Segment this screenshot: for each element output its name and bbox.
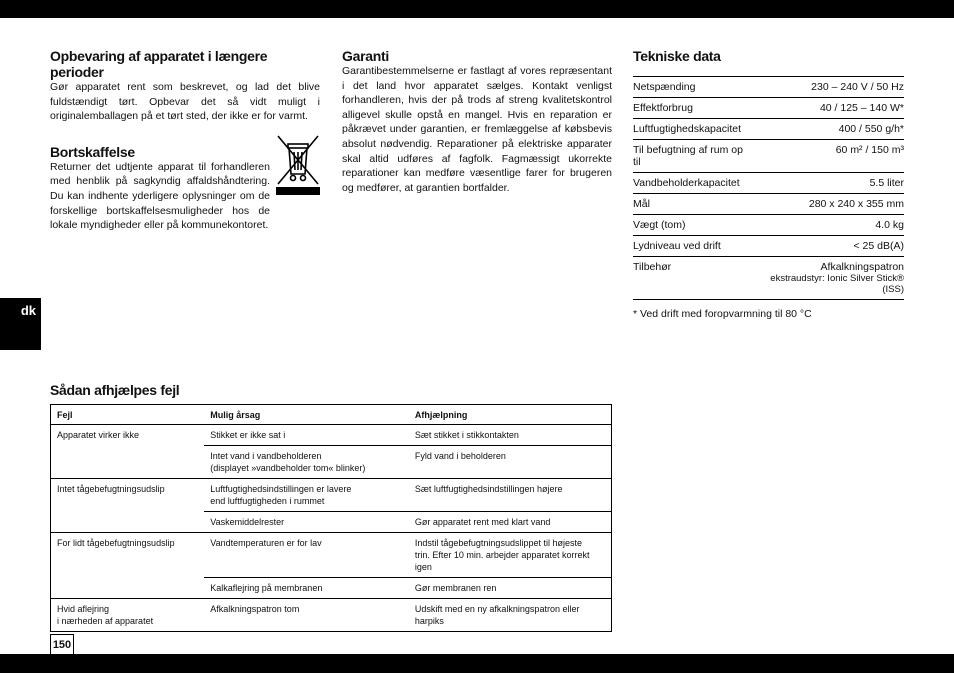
page-number: 150: [50, 634, 74, 654]
accessory-1: Afkalkningspatron: [820, 261, 904, 273]
spec-value: 5.5 liter: [752, 173, 904, 194]
technical-data-table: [633, 76, 904, 300]
spec-value: 60 m² / 150 m³: [752, 140, 904, 173]
spec-label: Mål: [633, 194, 752, 215]
fault-cell: For lidt tågebefugtningsudslip: [51, 533, 205, 599]
fault-cell: Apparatet virker ikke: [51, 425, 205, 479]
cause-cell: Stikket er ikke sat i: [204, 425, 409, 446]
storage-heading: Opbevaring af apparatet i længere perioder: [50, 48, 268, 80]
fault-cell: Hvid aflejring i nærheden af apparatet: [57, 604, 154, 626]
spec-value: 280 x 240 x 355 mm: [752, 194, 904, 215]
disposal-heading: Bortskaffelse: [50, 143, 135, 160]
warranty-text: Garantibestemmelserne er fastlagt af vores repræsentant i det land hvor apparatet sælges. Kontakt venligst forhandleren, hvis der på trods af streng kvalitetskontrol alligevel skulle opstå en mangel. Hvis en reparation er påkrævet under garantien, er fremlæggelse af købsbevis absolut nødvendig. Reparationer på elektriske apparater skal altid udføres af fagfolk. Fagmæssigt ukorrekte reparationer kan medføre væsentlige farer for brugeren og medfører, at garantien bortfalder.: [342, 65, 612, 194]
cause-cell: Luftfugtighedsindstillingen er lavere end luftfugtigheden i rummet: [204, 479, 409, 512]
spec-label: Til befugtning af rum op til: [633, 140, 752, 173]
cause-cell: Afkalkningspatron tom: [210, 604, 300, 614]
footnote: * Ved drift med foropvarmning til 80 °C: [633, 308, 812, 320]
table-row: [633, 173, 904, 194]
cause-cell: Intet vand i vandbeholderen (displayet »vandbeholder tom« blinker): [204, 446, 409, 479]
language-tab: dk: [0, 298, 41, 350]
storage-text: Gør apparatet rent som beskrevet, og lad det blive fuldstændigt tørt. Opbevar det så vidt muligt i originalemballagen på et tørt sted, der ikke er for varmt.: [50, 81, 320, 123]
technical-data-heading: Tekniske data: [633, 48, 721, 64]
spec-value: 400 / 550 g/h*: [752, 119, 904, 140]
table-header-row: [51, 405, 612, 425]
table-row: [51, 425, 612, 446]
remedy-cell: Gør membranen ren: [409, 578, 612, 599]
warranty-column: [342, 48, 612, 195]
remedy-cell: Sæt luftfugtighedsindstillingen højere: [409, 479, 612, 512]
cause-cell: Vaskemiddelrester: [204, 512, 409, 533]
technical-data-column: [633, 48, 904, 320]
table-row: [51, 599, 612, 632]
table-row: [633, 119, 904, 140]
storage-and-disposal-column: [50, 48, 320, 233]
remedy-cell: Udskift med en ny afkalkningspatron eller harpiks: [414, 604, 580, 626]
fault-cell: Intet tågebefugtningsudslip: [51, 479, 205, 533]
warranty-heading: Garanti: [342, 48, 389, 64]
table-row: [633, 257, 904, 300]
remedy-cell: Fyld vand i beholderen: [409, 446, 612, 479]
table-row: [633, 194, 904, 215]
crossed-out-wheelie-bin-icon: [276, 134, 320, 196]
troubleshooting-heading: Sådan afhjælpes fejl: [50, 382, 180, 398]
column-header-fault: Fejl: [51, 405, 205, 425]
spec-label: Lydniveau ved drift: [633, 236, 752, 257]
disposal-text: Returner det udtjente apparat til forhandleren med henblik på sagkyndig affaldshåndtering. Du kan indhente yderligere oplysninger om de forskellige bortskaffelsesmuligheder hos de lokale myndigheder eller på kommunekontoret.: [50, 160, 270, 232]
table-row: [633, 98, 904, 119]
spec-label: Effektforbrug: [633, 98, 752, 119]
remedy-cell: Sæt stikket i stikkontakten: [409, 425, 612, 446]
troubleshooting-table: [50, 404, 612, 632]
spec-value: < 25 dB(A): [752, 236, 904, 257]
table-row: [51, 479, 612, 512]
accessory-2: ekstraudstyr: Ionic Silver Stick® (ISS): [770, 273, 904, 295]
table-row: [633, 215, 904, 236]
table-row: [51, 533, 612, 578]
spec-label: Tilbehør: [633, 257, 752, 300]
remedy-cell: Gør apparatet rent med klart vand: [409, 512, 612, 533]
table-row: [633, 140, 904, 173]
bottom-bar: [0, 654, 954, 673]
spec-label: Luftfugtighedskapacitet: [633, 119, 752, 140]
spec-value: 4.0 kg: [752, 215, 904, 236]
spec-label: Vandbeholderkapacitet: [633, 173, 752, 194]
cause-cell: Kalkaflejring på membranen: [204, 578, 409, 599]
table-row: [633, 77, 904, 98]
spec-value: 40 / 125 – 140 W*: [752, 98, 904, 119]
spec-label: Vægt (tom): [633, 215, 752, 236]
spec-value: 230 – 240 V / 50 Hz: [752, 77, 904, 98]
column-header-remedy: Afhjælpning: [409, 405, 612, 425]
top-bar: [0, 0, 954, 18]
spec-label: Netspænding: [633, 77, 752, 98]
remedy-cell: Indstil tågebefugtningsudslippet til højeste trin. Efter 10 min. arbejder apparatet korrekt igen: [409, 533, 612, 578]
spec-value: [752, 257, 904, 300]
table-row: [633, 236, 904, 257]
cause-cell: Vandtemperaturen er for lav: [204, 533, 409, 578]
column-header-cause: Mulig årsag: [204, 405, 409, 425]
